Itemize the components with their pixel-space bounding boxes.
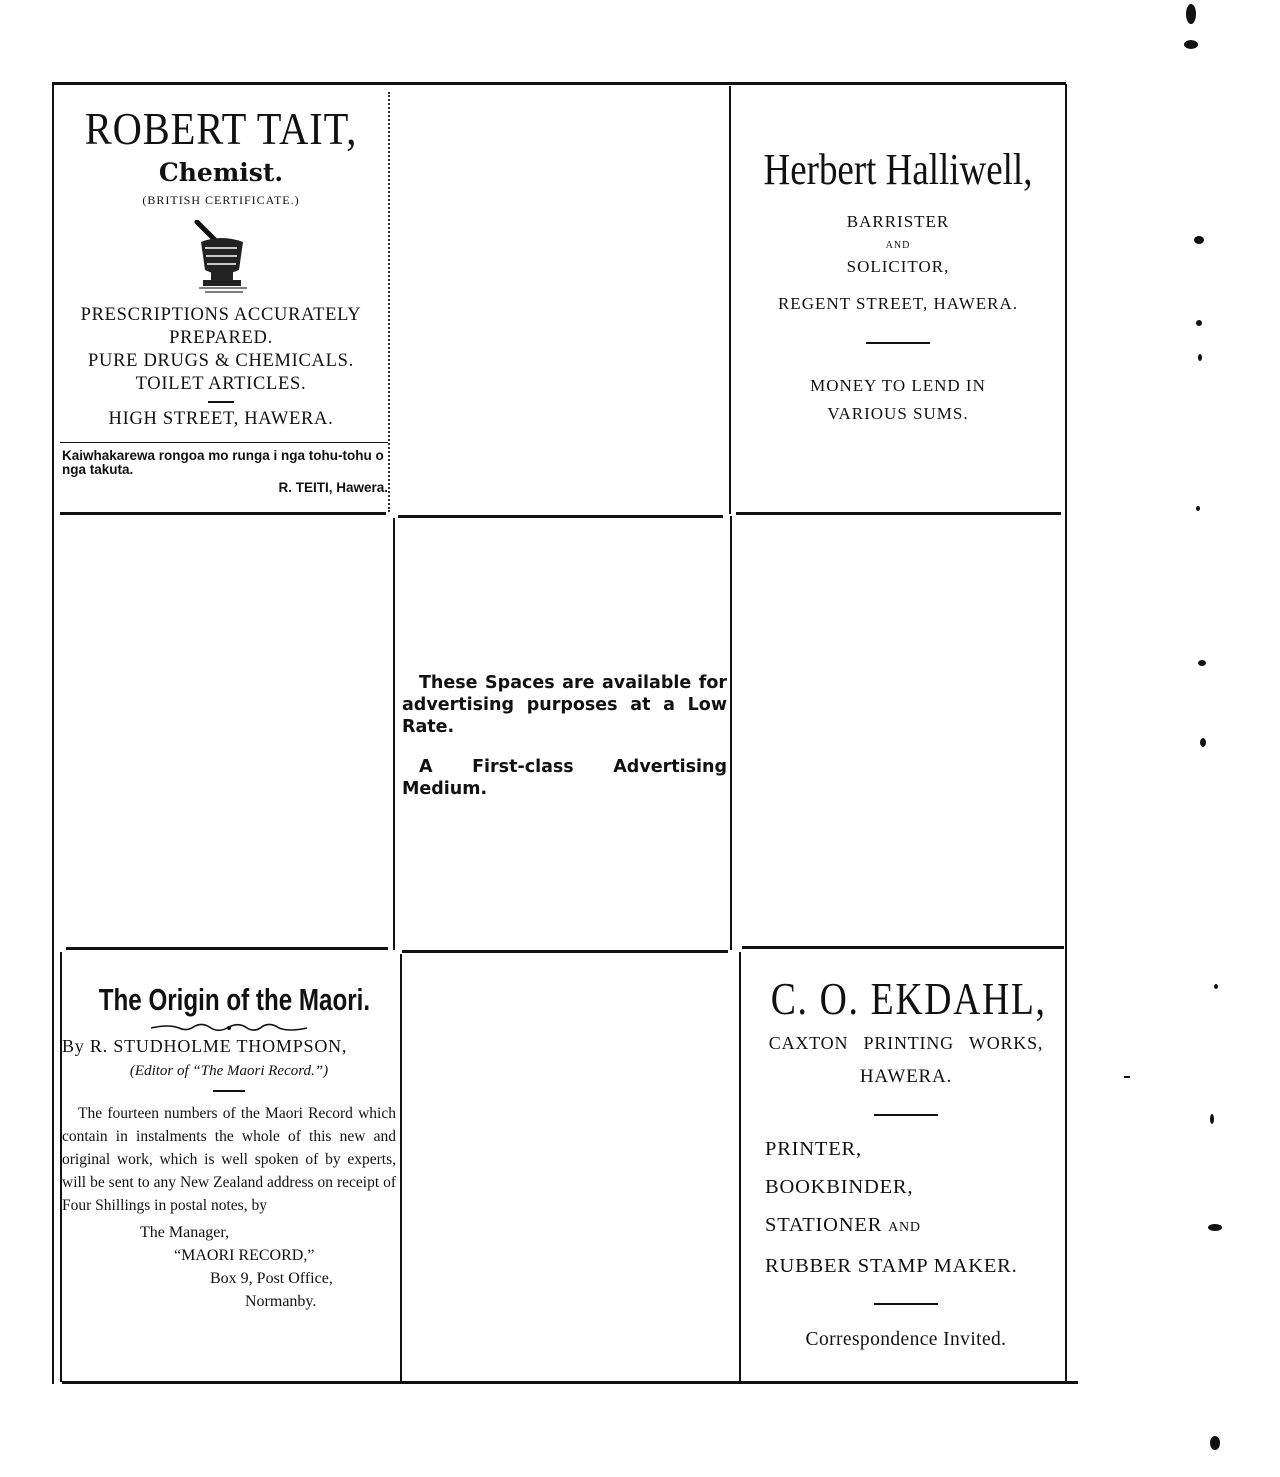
row-rule-1-col2 [398, 515, 723, 518]
halliwell-divider [866, 342, 930, 344]
column-rule-2-mid [730, 516, 732, 950]
row-rule-2-col3 [742, 946, 1064, 949]
tait-line-3: PURE DRUGS & CHEMICALS. [88, 351, 354, 371]
tait-line-2: PREPARED. [169, 328, 273, 348]
margin-speck [1186, 4, 1196, 24]
ad-space-para-2: A First-class Advertising Medium. [402, 757, 727, 799]
origin-addr-4: Normanby. [245, 1293, 317, 1310]
tait-line-4: TOILET ARTICLES. [135, 374, 307, 394]
halliwell-name: Herbert Halliwell, [763, 145, 1033, 194]
tait-advert [54, 104, 388, 495]
tait-certificate: (BRITISH CERTIFICATE.) [142, 193, 300, 207]
margin-speck [1198, 354, 1202, 361]
margin-speck [1210, 1436, 1220, 1450]
ekdahl-correspondence: Correspondence Invited. [805, 1329, 1007, 1350]
tait-name: ROBERT TAIT, [84, 103, 358, 154]
origin-body-text: The fourteen numbers of the Maori Record which contain in instalments the whole of this new and original work, which is well spoken of by experts, will be sent to any New Zealand address on receipt of Four Shillings in postal notes, by [62, 1105, 396, 1214]
origin-divider [213, 1090, 245, 1092]
tait-maori-divider [60, 442, 388, 443]
row-rule-1-col1 [60, 512, 386, 515]
origin-advert [62, 982, 396, 1313]
ad-space-para-1: These Spaces are available for advertising purposes at a Low Rate. [402, 673, 727, 737]
margin-speck [1124, 1076, 1130, 1078]
row-rule-2-col1 [66, 947, 388, 950]
ekdahl-works: CAXTON PRINTING WORKS, [768, 1033, 1044, 1053]
origin-addr-1: The Manager, [140, 1224, 230, 1241]
ekdahl-and: AND [888, 1220, 921, 1235]
halliwell-and: AND [885, 240, 911, 251]
ekdahl-service-3: STATIONER [765, 1214, 883, 1236]
column-rule-1-top [388, 92, 390, 512]
origin-addr-2: “MAORI RECORD,” [174, 1247, 315, 1264]
origin-by-prefix: By [62, 1036, 85, 1056]
ornament-flourish-icon [149, 1022, 309, 1034]
frame-top-rule [52, 82, 1066, 85]
ekdahl-service-1: PRINTER, [765, 1138, 862, 1160]
ekdahl-divider-2 [874, 1303, 938, 1305]
margin-speck [1184, 40, 1198, 49]
ekdahl-service-4: RUBBER STAMP MAKER. [765, 1255, 1018, 1277]
margin-speck [1214, 984, 1218, 989]
ekdahl-divider-1 [874, 1114, 938, 1116]
row-rule-1-col3 [736, 512, 1061, 515]
tait-divider [208, 401, 234, 403]
margin-speck [1198, 660, 1206, 666]
origin-author: R. STUDHOLME THOMPSON, [89, 1036, 348, 1056]
halliwell-barrister: BARRISTER [846, 212, 950, 231]
frame-bottom-rule [62, 1381, 1078, 1384]
column-rule-1-mid [393, 518, 395, 950]
ekdahl-advert [741, 972, 1071, 1351]
column-rule-1-bottom [400, 954, 402, 1382]
row-rule-2-col2 [402, 950, 728, 953]
margin-speck [1196, 320, 1202, 326]
margin-speck [1200, 738, 1206, 747]
tait-maori-signature: R. TEITI, Hawera. [278, 480, 388, 495]
origin-title: The Origin of the Maori. [98, 982, 371, 1017]
ekdahl-service-2: BOOKBINDER, [765, 1176, 914, 1198]
tait-line-1: PRESCRIPTIONS ACCURATELY [80, 305, 362, 325]
margin-speck [1210, 1114, 1214, 1124]
halliwell-money-2: VARIOUS SUMS. [827, 404, 969, 423]
origin-addr-3: Box 9, Post Office, [210, 1270, 333, 1287]
halliwell-advert [731, 146, 1065, 424]
mortar-and-pestle-icon [191, 220, 251, 296]
tait-title: Chemist. [158, 158, 284, 187]
tait-maori-text: Kaiwhakarewa rongoa mo runga i nga tohu-tohu o nga takuta. [62, 448, 384, 477]
halliwell-solicitor: SOLICITOR, [846, 257, 950, 276]
ekdahl-name: C. O. EKDAHL, [770, 973, 1047, 1024]
origin-editor: (Editor of “The Maori Record.”) [129, 1063, 329, 1079]
margin-speck [1196, 506, 1200, 511]
margin-speck [1194, 236, 1204, 244]
halliwell-money-1: MONEY TO LEND IN [810, 376, 986, 395]
ekdahl-town: HAWERA. [859, 1066, 953, 1087]
halliwell-address: REGENT STREET, HAWERA. [777, 294, 1019, 313]
ad-space-notice [402, 672, 727, 800]
tait-address: HIGH STREET, HAWERA. [108, 409, 334, 429]
margin-speck [1208, 1224, 1222, 1231]
